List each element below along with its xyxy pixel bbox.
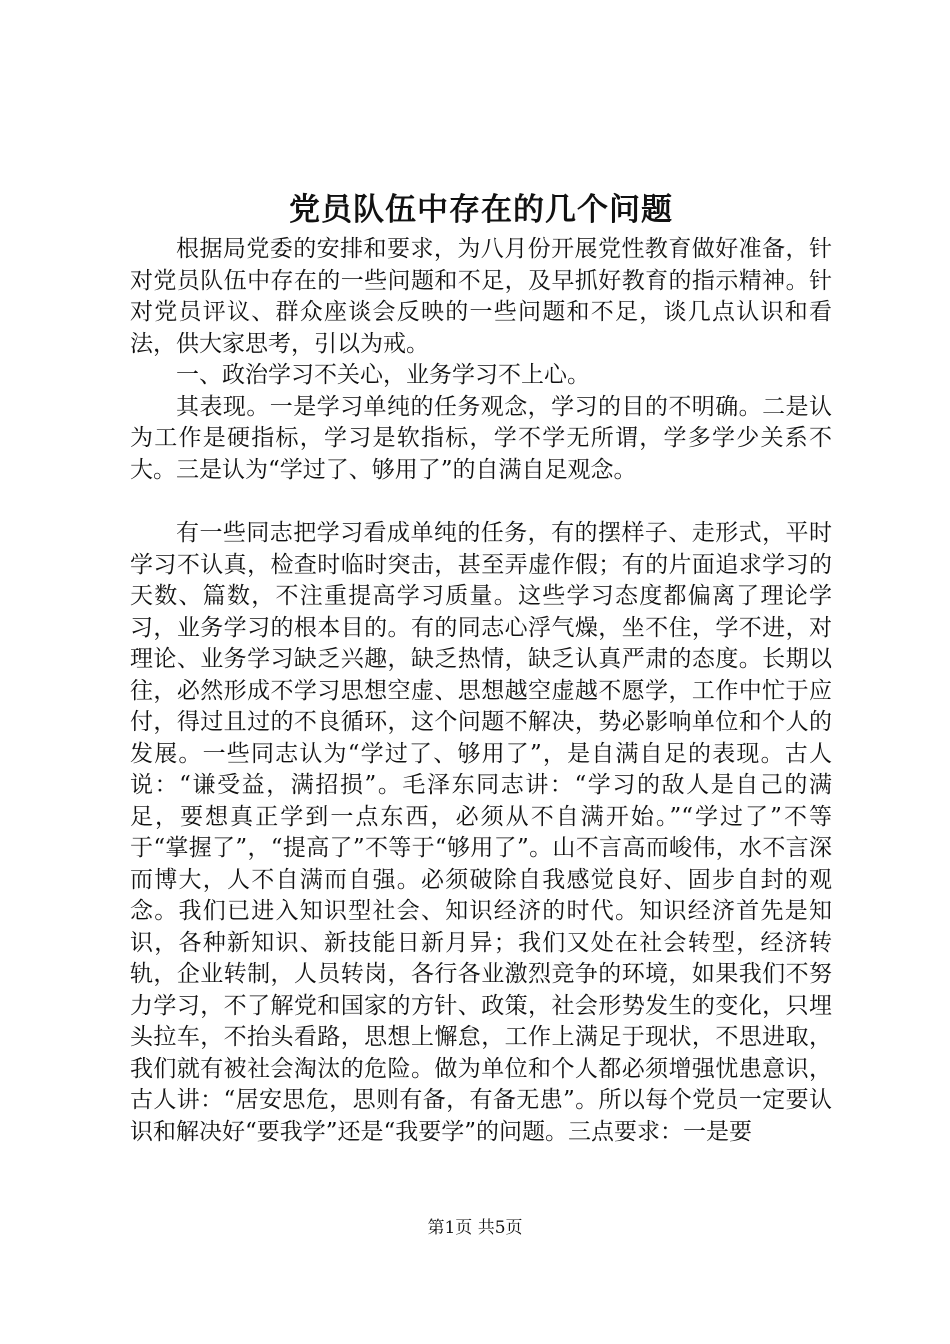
paragraph-heading-1: 一、政治学习不关心，业务学习不上心。: [176, 362, 590, 388]
paragraph-manifestation: 其表现。一是学习单纯的任务观念，学习的目的不明确。二是认为工作是硬指标，学习是软指标，学不学无所谓，学多学少关系不大。三是认为“学过了、够用了”的自满自足观念。: [130, 393, 832, 483]
paragraph-spacer: [130, 486, 832, 518]
paragraph-discussion: 有一些同志把学习看成单纯的任务，有的摆样子、走形式，平时学习不认真，检查时临时突击，甚至弄虚作假；有的片面追求学习的天数、篇数，不注重提高学习质量。这些学习态度都偏离了理论学习，业务学习的根本目的。有的同志心浮气燥，坐不住，学不进，对理论、业务学习缺乏兴趣，缺乏热情，缺乏认真严肃的态度。长期以往，必然形成不学习思想空虚、思想越空虚越不愿学，工作中忙于应付，得过且过的不良循环，这个问题不解决，势必影响单位和个人的发展。一些同志认为“学过了、够用了”，是自满自足的表现。古人说：“谦受益，满招损”。毛泽东同志讲：“学习的敌人是自己的满足，要想真正学到一点东西，必须从不自满开始。”“学过了”不等于“掌握了”，“提高了”不等于“够用了”。山不言高而峻伟，水不言深而博大，人不自满而自强。必须破除自我感觉良好、固步自封的观念。我们已进入知识型社会、知识经济的时代。知识经济首先是知识，各种新知识、新技能日新月异；我们又处在社会转型，经济转轨，企业转制，人员转岗，各行各业激烈竞争的环境，如果我们不努力学习，不了解党和国家的方针、政策，社会形势发生的变化，只埋头拉车，不抬头看路，思想上懈怠，工作上满足于现状，不思进取，我们就有被社会淘汰的危险。做为单位和个人都必须增强忧患意识，古人讲：“居安思危，思则有备，有备无患”。所以每个党员一定要认识和解决好“要我学”还是“我要学”的问题。三点要求：一是要: [130, 520, 832, 1145]
document-body: [130, 186, 832, 1148]
document-title: 党员队伍中存在的几个问题: [289, 192, 673, 228]
page-footer: 第1页 共5页: [427, 1218, 523, 1238]
paragraph-intro: 根据局党委的安排和要求，为八月份开展党性教育做好准备，针对党员队伍中存在的一些问题和不足，及早抓好教育的指示精神。针对党员评议、群众座谈会反映的一些问题和不足，谈几点认识和看法，供大家思考，引以为戒。: [130, 236, 832, 357]
